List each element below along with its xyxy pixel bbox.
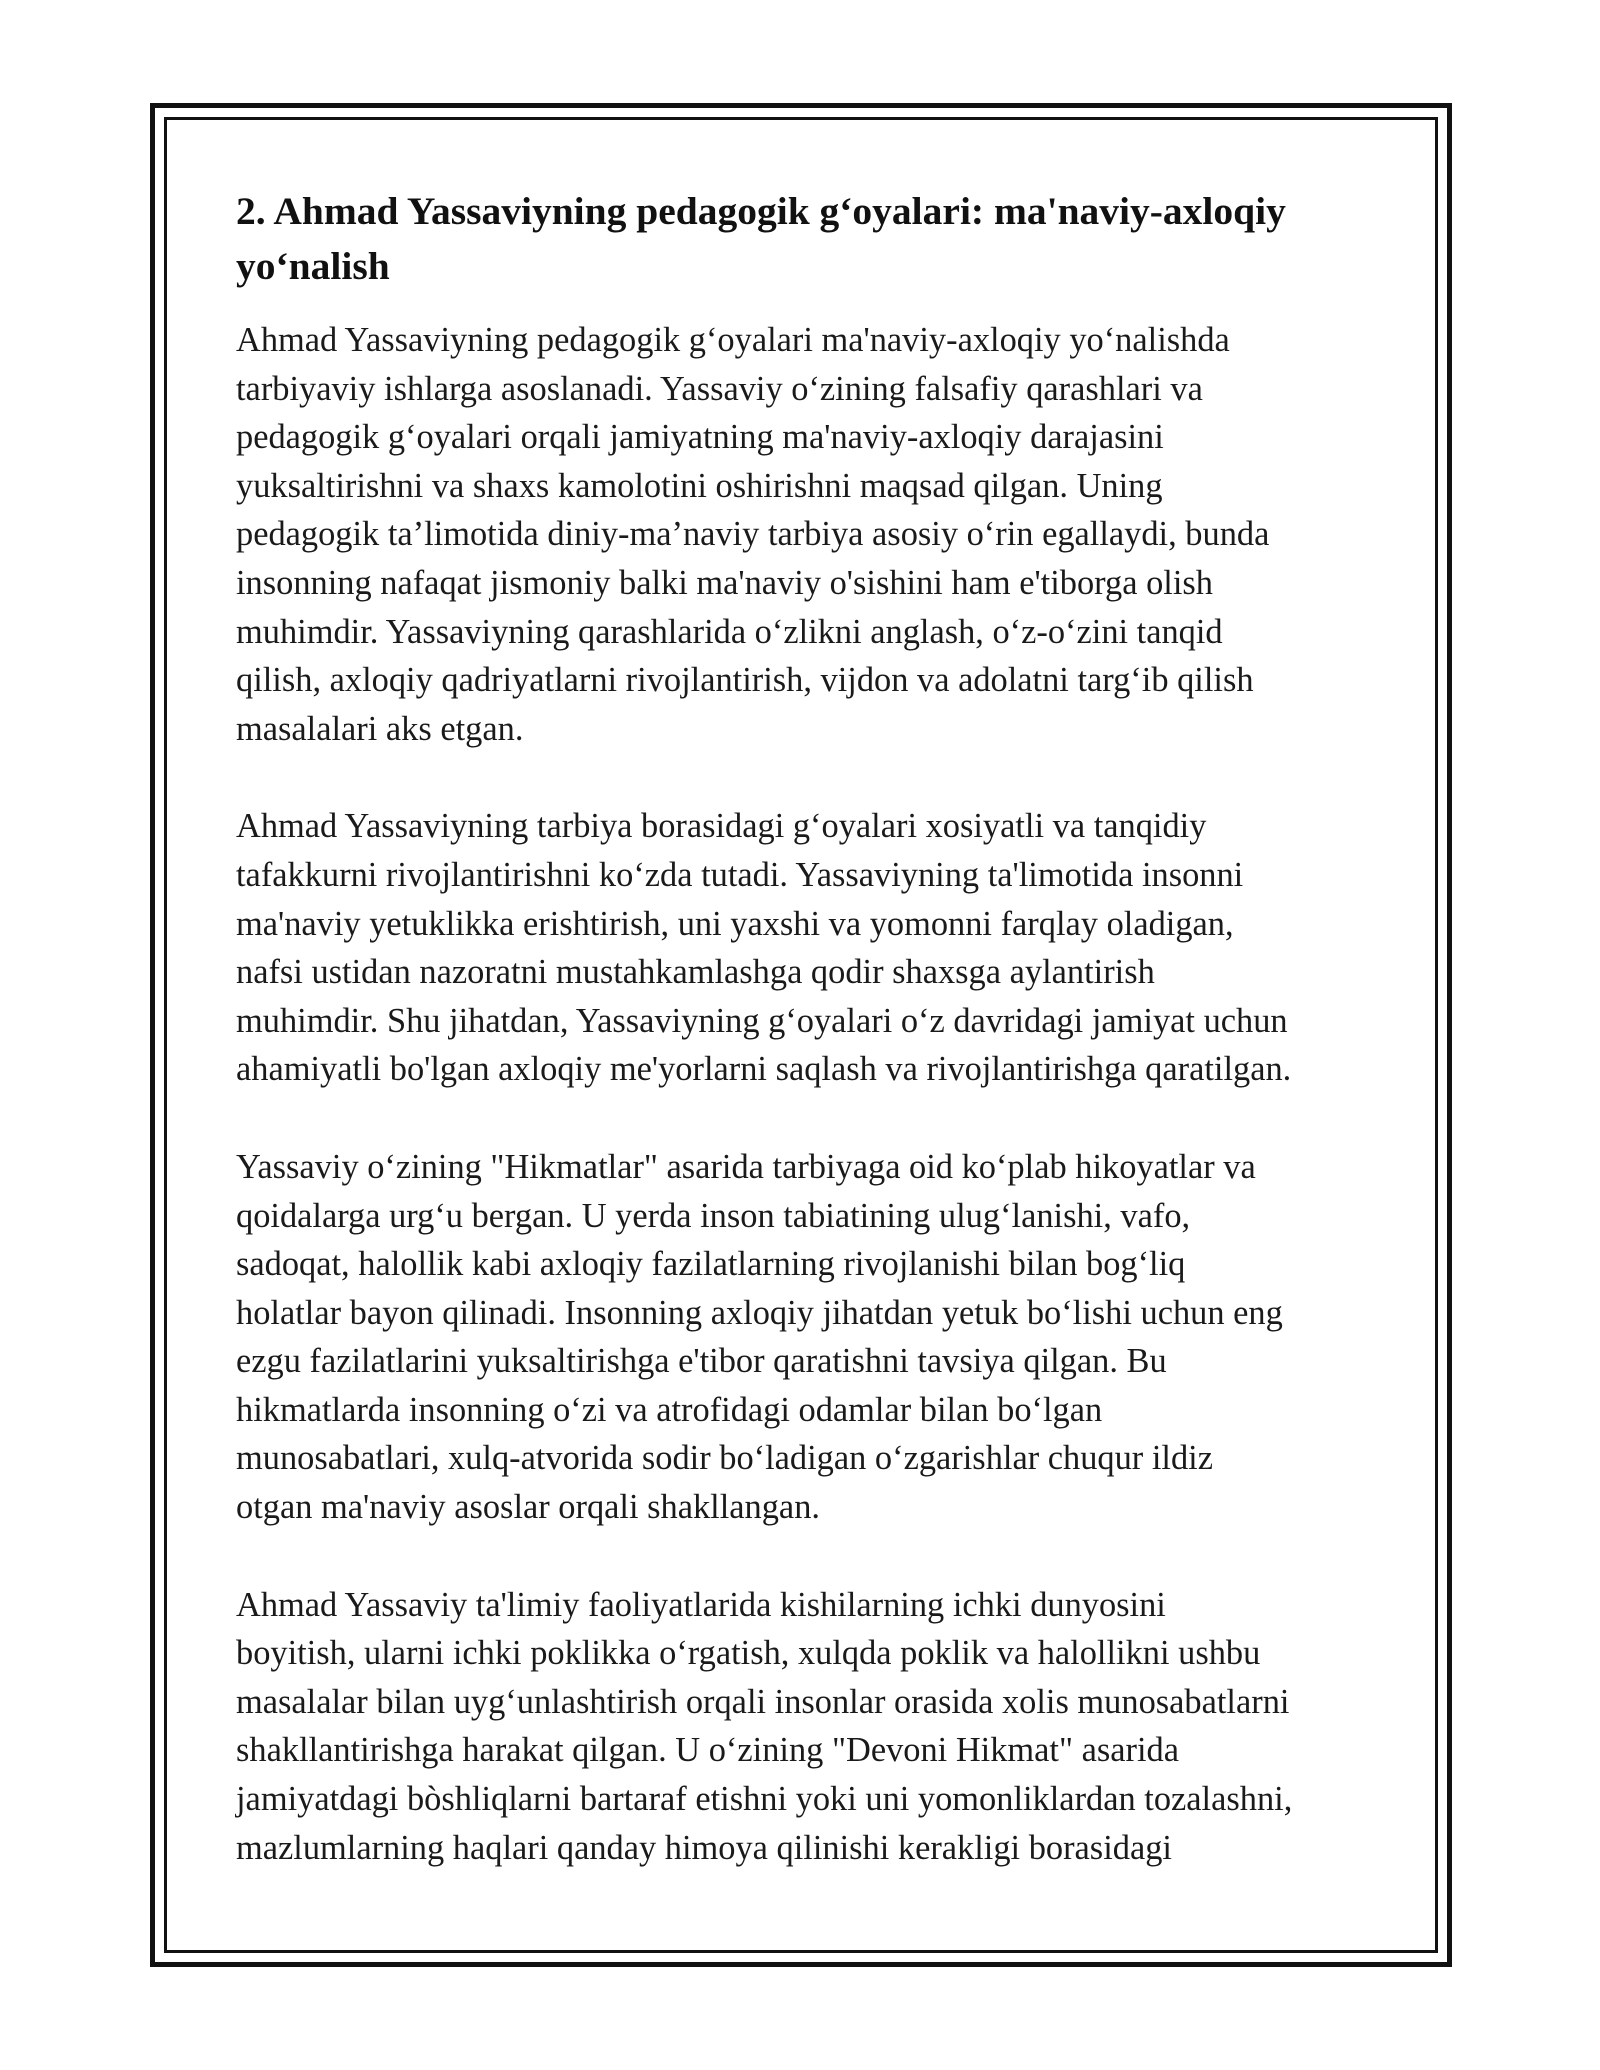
text-line: tarbiyaviy ishlarga asoslanadi. Yassaviy o‘zining falsafiy qarashlari va: [236, 369, 1203, 408]
paragraph-2: [236, 802, 1376, 1094]
text-line: insonning nafaqat jismoniy balki ma'naviy o'sishini ham e'tiborga olish: [236, 563, 1213, 602]
text-line: otgan ma'naviy asoslar orqali shakllangan.: [236, 1488, 820, 1527]
heading-line: 2. Ahmad Yassaviyning pedagogik g‘oyalari: ma'naviy-axloqiy: [236, 189, 1286, 233]
paragraph-4: [236, 1581, 1376, 1873]
text-line: pedagogik g‘oyalari orqali jamiyatning ma'naviy-axloqiy darajasini: [236, 418, 1164, 457]
text-line: qilish, axloqiy qadriyatlarni rivojlantirish, vijdon va adolatni targ‘ib qilish: [236, 661, 1254, 700]
text-line: Ahmad Yassaviy ta'limiy faoliyatlarida kishilarning ichki dunyosini: [236, 1585, 1166, 1624]
text-line: yuksaltirishni va shaxs kamolotini oshirishni maqsad qilgan. Uning: [236, 466, 1163, 505]
text-line: shakllantirishga harakat qilgan. U o‘zining "Devoni Hikmat" asarida: [236, 1731, 1179, 1770]
text-line: boyitish, ularni ichki poklikka o‘rgatish, xulqda poklik va halollikni ushbu: [236, 1634, 1261, 1673]
paragraph-3: [236, 1143, 1376, 1532]
text-line: sadoqat, halollik kabi axloqiy fazilatlarning rivojlanishi bilan bog‘liq: [236, 1245, 1186, 1284]
text-line: jamiyatdagi bòshliqlarni bartaraf etishni yoki uni yomonliklardan tozalashni,: [236, 1780, 1293, 1819]
text-line: pedagogik ta’limotida diniy-ma’naviy tarbiya asosiy o‘rin egallaydi, bunda: [236, 515, 1270, 554]
text-line: masalalari aks etgan.: [236, 709, 524, 748]
section-heading: [236, 184, 1376, 294]
text-line: hikmatlarda insonning o‘zi va atrofidagi odamlar bilan bo‘lgan: [236, 1390, 1103, 1429]
text-line: Ahmad Yassaviyning tarbiya borasidagi g‘oyalari xosiyatli va tanqidiy: [236, 807, 1207, 846]
heading-line: yo‘nalish: [236, 244, 390, 288]
text-line: munosabatlari, xulq-atvorida sodir bo‘ladigan o‘zgarishlar chuqur ildiz: [236, 1439, 1213, 1478]
text-line: ahamiyatli bo'lgan axloqiy me'yorlarni saqlash va rivojlantirishga qaratilgan.: [236, 1050, 1292, 1089]
text-line: muhimdir. Yassaviyning qarashlarida o‘zlikni anglash, o‘z-o‘zini tanqid: [236, 612, 1223, 651]
text-line: masalalar bilan uyg‘unlashtirish orqali insonlar orasida xolis munosabatlarni: [236, 1682, 1290, 1721]
text-line: qoidalarga urg‘u bergan. U yerda inson tabiatining ulug‘lanishi, vafo,: [236, 1196, 1191, 1235]
text-line: ma'naviy yetuklikka erishtirish, uni yaxshi va yomonni farqlay oladigan,: [236, 904, 1234, 943]
text-line: mazlumlarning haqlari qanday himoya qilinishi kerakligi borasidagi: [236, 1828, 1172, 1867]
text-line: tafakkurni rivojlantirishni ko‘zda tutadi. Yassaviyning ta'limotida insonni: [236, 855, 1244, 894]
text-line: holatlar bayon qilinadi. Insonning axloqiy jihatdan yetuk bo‘lishi uchun eng: [236, 1293, 1283, 1332]
paragraph-1: [236, 316, 1376, 753]
text-line: ezgu fazilatlarini yuksaltirishga e'tibor qaratishni tavsiya qilgan. Bu: [236, 1342, 1167, 1381]
text-line: muhimdir. Shu jihatdan, Yassaviyning g‘oyalari o‘z davridagi jamiyat uchun: [236, 1001, 1288, 1040]
text-line: nafsi ustidan nazoratni mustahkamlashga qodir shaxsga aylantirish: [236, 953, 1155, 992]
document-body: [236, 184, 1376, 1921]
text-line: Yassaviy o‘zining "Hikmatlar" asarida tarbiyaga oid ko‘plab hikoyatlar va: [236, 1147, 1256, 1186]
text-line: Ahmad Yassaviyning pedagogik g‘oyalari ma'naviy-axloqiy yo‘nalishda: [236, 321, 1230, 359]
